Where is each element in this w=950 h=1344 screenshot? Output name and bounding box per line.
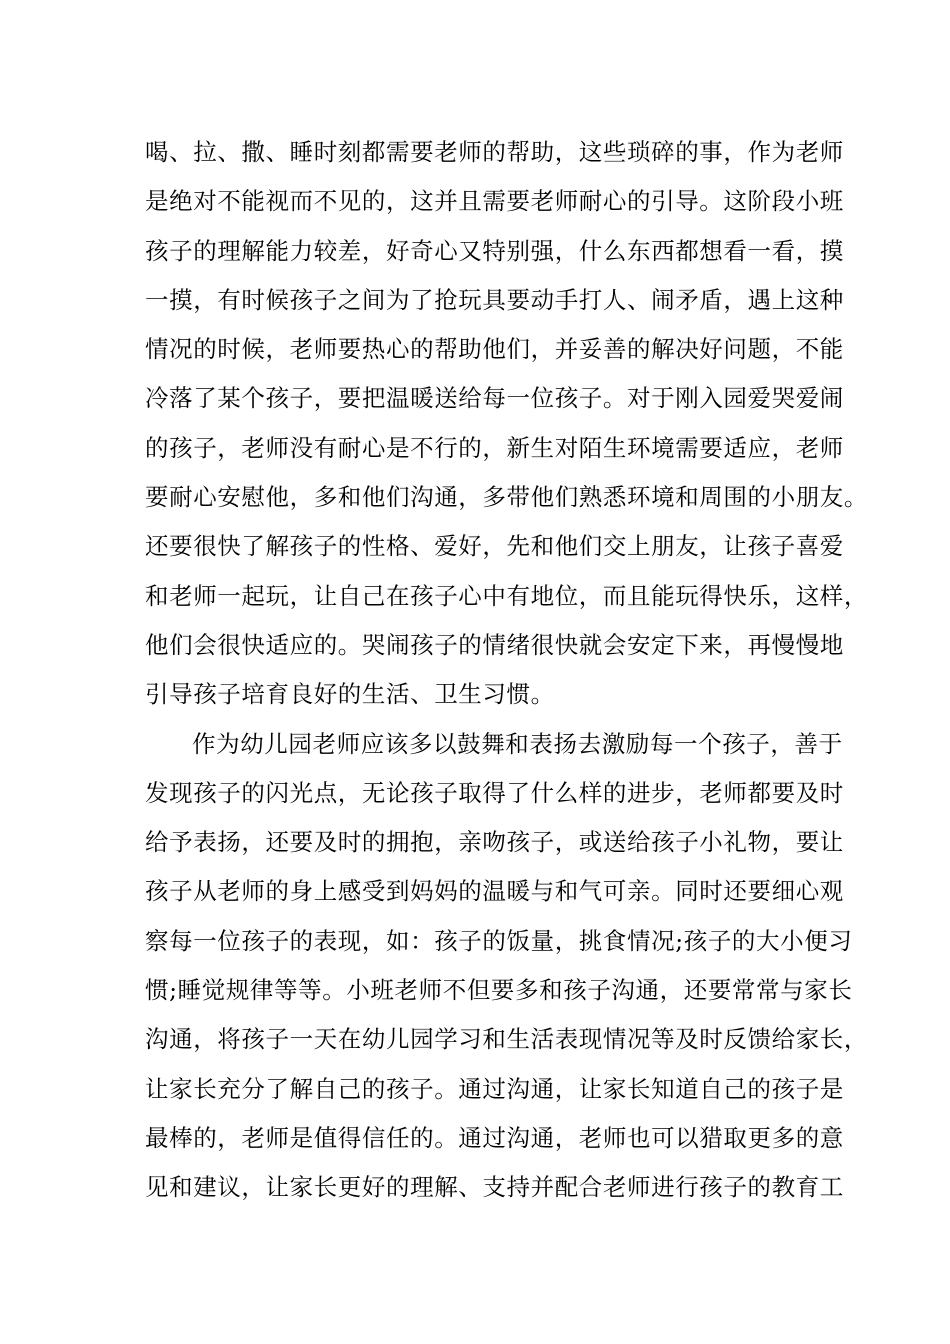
paragraph-first-line: 作为幼儿园老师应该多以鼓舞和表扬去激励每一个孩子，善于: [192, 729, 843, 758]
text-line: 孩子从老师的身上感受到妈妈的温暖与和气可亲。同时还要细心观: [145, 877, 844, 906]
text-line: 是绝对不能视而不见的，这并且需要老师耐心的引导。这阶段小班: [145, 187, 844, 216]
text-line: 一摸，有时候孩子之间为了抢玩具要动手打人、闹矛盾，遇上这种: [145, 285, 844, 314]
text-line: 冷落了某个孩子，要把温暖送给每一位孩子。对于刚入园爱哭爱闹: [145, 384, 844, 413]
text-line: 惯;睡觉规律等等。小班老师不但要多和孩子沟通，还要常常与家长: [145, 976, 853, 1005]
text-line: 察每一位孩子的表现，如：孩子的饭量，挑食情况;孩子的大小便习: [145, 926, 853, 955]
text-line: 要耐心安慰他，多和他们沟通，多带他们熟悉环境和周围的小朋友。: [145, 483, 868, 512]
text-line: 还要很快了解孩子的性格、爱好，先和他们交上朋友，让孩子喜爱: [145, 532, 844, 561]
text-line: 他们会很快适应的。哭闹孩子的情绪很快就会安定下来，再慢慢地: [145, 630, 844, 659]
text-line: 的孩子，老师没有耐心是不行的，新生对陌生环境需要适应，老师: [145, 433, 844, 462]
text-line: 情况的时候，老师要热心的帮助他们，并妥善的解决好问题，不能: [145, 335, 844, 364]
text-line: 引导孩子培育良好的生活、卫生习惯。: [145, 680, 555, 709]
text-line: 沟通，将孩子一天在幼儿园学习和生活表现情况等及时反馈给家长，: [145, 1025, 868, 1054]
text-line: 孩子的理解能力较差，好奇心又特别强，什么东西都想看一看，摸: [145, 236, 844, 265]
text-line: 见和建议，让家长更好的理解、支持并配合老师进行孩子的教育工: [145, 1173, 844, 1202]
text-line: 给予表扬，还要及时的拥抱，亲吻孩子，或送给孩子小礼物，要让: [145, 828, 844, 857]
text-line: 最棒的，老师是值得信任的。通过沟通，老师也可以猎取更多的意: [145, 1123, 844, 1152]
text-line: 发现孩子的闪光点，无论孩子取得了什么样的进步，老师都要及时: [145, 778, 844, 807]
body-text: [145, 132, 868, 1217]
text-line: 喝、拉、撒、睡时刻都需要老师的帮助，这些琐碎的事，作为老师: [145, 138, 844, 166]
text-line: 和老师一起玩，让自己在孩子心中有地位，而且能玩得快乐，这样，: [145, 581, 868, 610]
text-line: 让家长充分了解自己的孩子。通过沟通，让家长知道自己的孩子是: [145, 1074, 844, 1103]
